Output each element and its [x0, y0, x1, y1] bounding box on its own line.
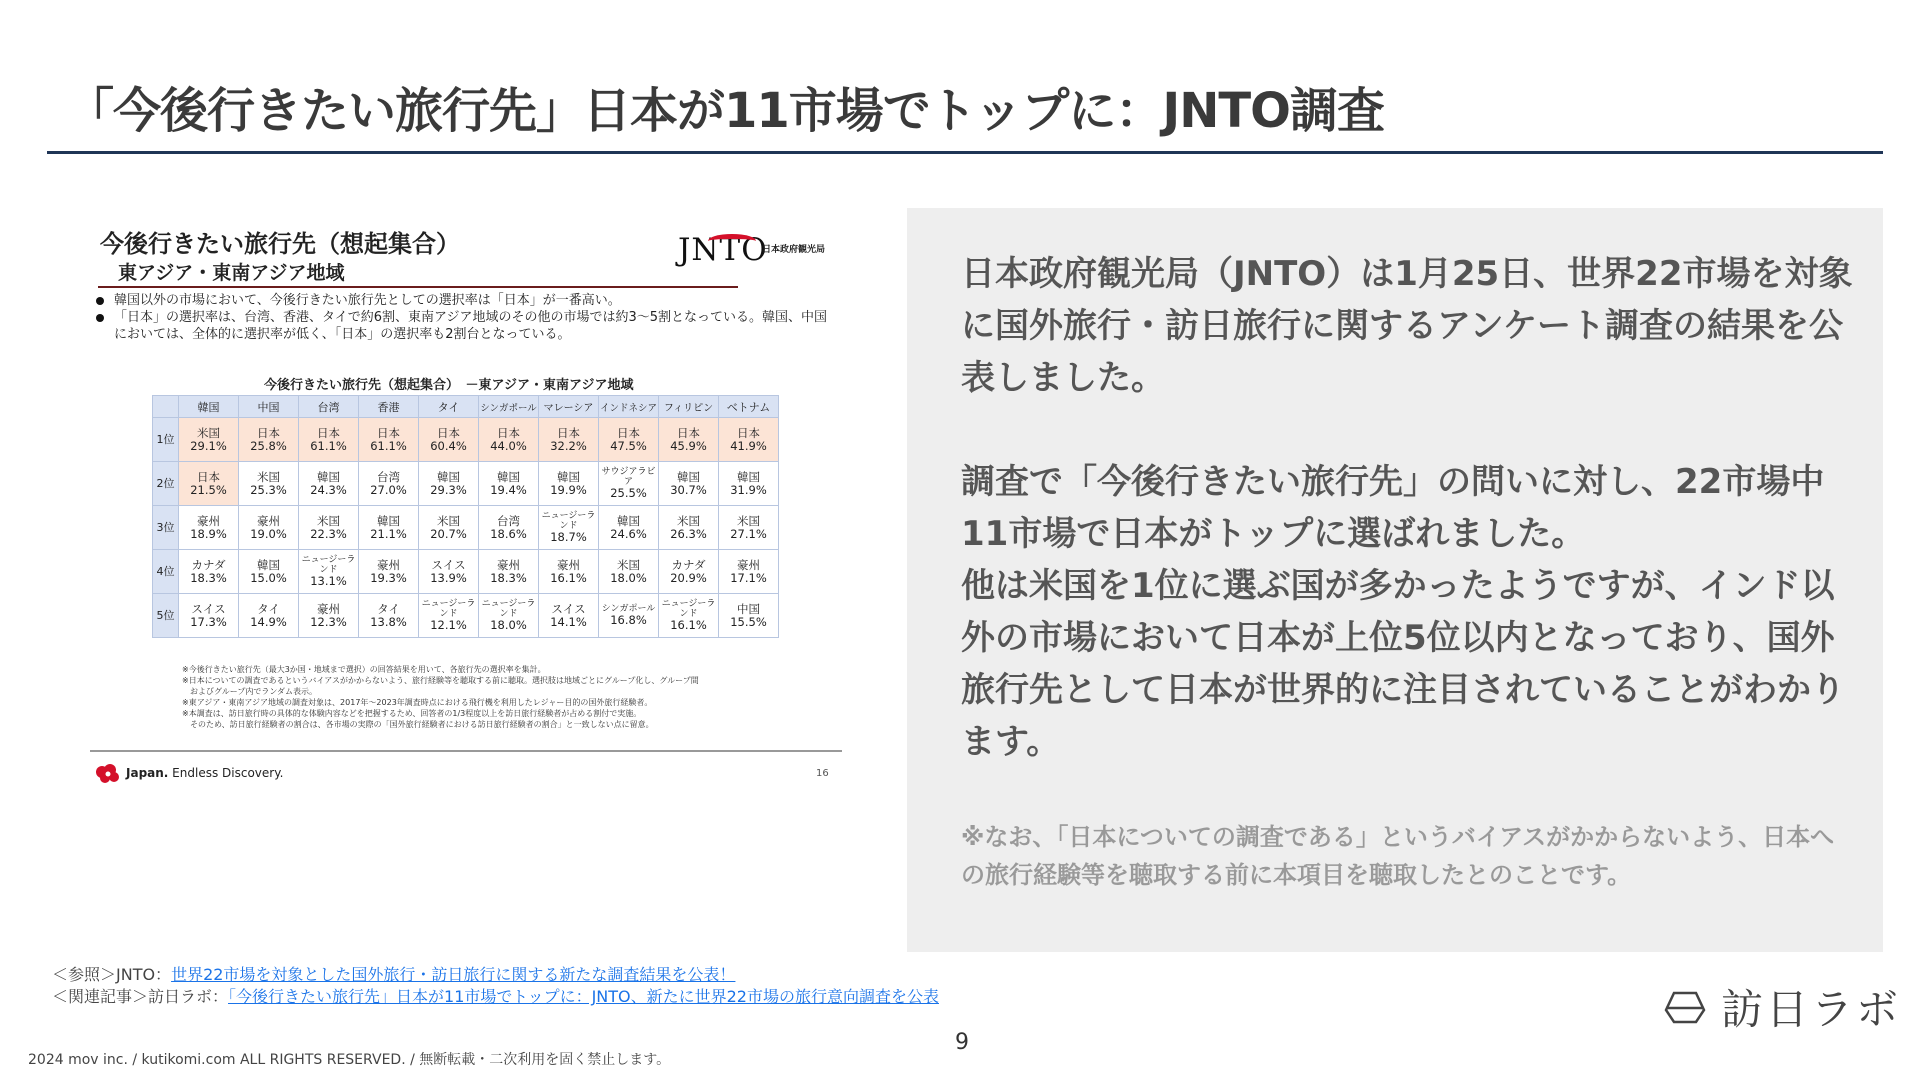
note-line: ※東アジア・東南アジア地域の調査対象は、2017年～2023年調査時点における飛行機を利用したレジャー目的の国外旅行経験者。 [182, 698, 653, 707]
commentary-panel [907, 208, 1883, 952]
table-cell [539, 462, 599, 506]
selection-rate: 16.1% [670, 618, 707, 632]
destination-name: 韓国 [497, 469, 520, 484]
destination-name: ニュージーランド [301, 555, 356, 575]
table-cell [359, 594, 419, 638]
table-cell [299, 506, 359, 550]
destination-name: タイ [377, 601, 400, 616]
table-cell [359, 462, 419, 506]
embed-title: 今後行きたい旅行先（想起集合） [100, 230, 460, 258]
selection-rate: 18.9% [190, 526, 227, 541]
table-cell [719, 594, 779, 638]
table-cell [719, 462, 779, 506]
destination-name: ニュージーランド [421, 599, 476, 619]
table-cell [479, 594, 539, 638]
table-row [153, 418, 779, 462]
destination-name: 米国 [257, 469, 280, 484]
selection-rate: 17.1% [730, 570, 767, 585]
destination-name: タイ [257, 601, 280, 616]
selection-rate: 30.7% [670, 482, 707, 497]
table-cell [359, 506, 419, 550]
destination-name: サウジアラビア [601, 467, 656, 487]
table-cell [719, 506, 779, 550]
destination-name: 豪州 [497, 557, 520, 572]
table-cell [359, 550, 419, 594]
note-line: ※日本についての調査であるというバイアスがかからないよう、旅行経験等を聴取する前に聴取。選択肢は地域ごとにグループ化し、グループ間 [182, 676, 699, 685]
brand-name: 訪日ラボ [1721, 985, 1902, 1034]
selection-rate: 19.9% [550, 482, 587, 497]
table-cell [419, 594, 479, 638]
jnto-logo-text: JNTO [678, 232, 768, 268]
references [52, 964, 939, 1008]
table-cell [359, 418, 419, 462]
selection-rate: 29.3% [430, 482, 467, 497]
table-cell [539, 506, 599, 550]
selection-rate: 15.0% [250, 570, 287, 585]
jnto-logo [678, 232, 768, 278]
destination-name: スイス [191, 601, 226, 616]
selection-rate: 27.1% [730, 526, 767, 541]
table-cell [539, 550, 599, 594]
japan-tagline-rest: Endless Discovery. [168, 766, 284, 780]
selection-rate: 41.9% [730, 438, 767, 453]
embed-page-number: 16 [816, 768, 829, 779]
selection-rate: 14.9% [250, 614, 287, 629]
table-cell [239, 462, 299, 506]
table-cell [599, 594, 659, 638]
table-header-row [153, 396, 779, 418]
destination-name: 日本 [737, 425, 760, 440]
reference-line [52, 986, 939, 1008]
table-cell [599, 506, 659, 550]
jnto-org-name: 日本政府観光局 [762, 245, 826, 255]
destination-name: 日本 [497, 425, 520, 440]
selection-rate: 25.3% [250, 482, 287, 497]
destination-name: 豪州 [737, 557, 760, 572]
selection-rate: 44.0% [490, 438, 527, 453]
table-cell [299, 462, 359, 506]
table-cell [479, 418, 539, 462]
embed-title-rule [98, 286, 738, 288]
reference-prefix: ＜関連記事＞訪日ラボ： [52, 987, 229, 1006]
column-header: インドネシア [599, 396, 659, 418]
selection-rate: 17.3% [190, 614, 227, 629]
table-corner [153, 396, 179, 418]
japan-sakura-logo-icon [94, 763, 122, 785]
japan-tagline [126, 766, 283, 780]
bullet-item: 韓国以外の市場において、今後行きたい旅行先としての選択率は「日本」が一番高い。 [90, 292, 850, 309]
selection-rate: 14.1% [550, 614, 587, 629]
selection-rate: 19.0% [250, 526, 287, 541]
reference-prefix: ＜参照＞JNTO： [52, 965, 172, 984]
selection-rate: 31.9% [730, 482, 767, 497]
table-cell [299, 550, 359, 594]
rank-label: 1位 [153, 418, 179, 462]
table-cell [659, 594, 719, 638]
selection-rate: 18.6% [490, 526, 527, 541]
note-line: ※今後行きたい旅行先（最大3か国・地域まで選択）の回答結果を用いて、各旅行先の選択率を集計。 [182, 665, 546, 674]
destination-name: ニュージーランド [661, 599, 716, 619]
destination-name: 米国 [677, 513, 700, 528]
destination-name: 日本 [377, 425, 400, 440]
column-header: 中国 [239, 396, 299, 418]
selection-rate: 16.1% [550, 570, 587, 585]
table-notes [182, 664, 782, 730]
selection-rate: 19.4% [490, 482, 527, 497]
table-cell [179, 418, 239, 462]
bullet-item: 「日本」の選択率は、台湾、香港、タイで約6割、東南アジア地域のその他の市場では約3～5割となっている。韓国、中国においては、全体的に選択率が低く、「日本」の選択率も2割台となっている。 [90, 309, 835, 343]
column-header: ベトナム [719, 396, 779, 418]
table-cell [239, 506, 299, 550]
slide-title: 「今後行きたい旅行先」日本が11市場でトップに：JNTO調査 [66, 83, 1384, 139]
selection-rate: 45.9% [670, 438, 707, 453]
brand-logo [1663, 984, 1902, 1034]
column-header: タイ [419, 396, 479, 418]
commentary-note: ※なお、「日本についての調査である」というバイアスがかからないよう、日本への旅行経験等を聴取する前に本項目を聴取したとのことです。 [961, 823, 1835, 889]
related-article-link[interactable]: 「今後行きたい旅行先」日本が11市場でトップに：JNTO、新たに世界22市場の旅行意向調査を公表 [228, 987, 939, 1006]
selection-rate: 47.5% [610, 438, 647, 453]
selection-rate: 15.5% [730, 614, 767, 629]
note-line: ※本調査は、訪日旅行時の具体的な体験内容などを把握するため、回答者の1/3程度以上を訪日旅行経験者が占める割付で実施。 [182, 709, 642, 718]
destination-name: 米国 [437, 513, 460, 528]
destination-name: 台湾 [497, 513, 520, 528]
destination-name: 台湾 [377, 469, 400, 484]
selection-rate: 26.3% [670, 526, 707, 541]
title-underline [47, 151, 1883, 154]
destination-name: 中国 [737, 601, 760, 616]
selection-rate: 29.1% [190, 438, 227, 453]
table-cell [539, 418, 599, 462]
table-cell [419, 550, 479, 594]
table-cell [659, 550, 719, 594]
embed-footer-rule [90, 750, 842, 752]
selection-rate: 13.9% [430, 570, 467, 585]
table-row [153, 594, 779, 638]
table-cell [419, 462, 479, 506]
selection-rate: 12.1% [430, 618, 467, 632]
table-cell [659, 506, 719, 550]
commentary-paragraph: 日本政府観光局（JNTO）は1月25日、世界22市場を対象に国外旅行・訪日旅行に関するアンケート調査の結果を公表しました。 [961, 254, 1853, 398]
rank-label: 2位 [153, 462, 179, 506]
jnto-slide-image [90, 218, 850, 798]
selection-rate: 32.2% [550, 438, 587, 453]
destination-name: ニュージーランド [481, 599, 536, 619]
destination-name: 豪州 [377, 557, 400, 572]
houjin-labo-logo-icon [1663, 988, 1707, 1026]
table-cell [239, 550, 299, 594]
table-cell [599, 462, 659, 506]
table-cell [479, 462, 539, 506]
commentary-paragraph: 調査で「今後行きたい旅行先」の問いに対し、22市場中11市場で日本がトップに選ばれました。 [961, 462, 1825, 554]
column-header: 香港 [359, 396, 419, 418]
table-row [153, 462, 779, 506]
selection-rate: 25.8% [250, 438, 287, 453]
commentary-body [961, 248, 1861, 768]
table-cell [719, 418, 779, 462]
destination-name: 米国 [617, 557, 640, 572]
table-row [153, 550, 779, 594]
table-cell [659, 462, 719, 506]
table-cell [539, 594, 599, 638]
selection-rate: 27.0% [370, 482, 407, 497]
ranking-table [152, 395, 779, 638]
selection-rate: 12.3% [310, 614, 347, 629]
selection-rate: 19.3% [370, 570, 407, 585]
table-cell [659, 418, 719, 462]
destination-name: 日本 [617, 425, 640, 440]
selection-rate: 25.5% [610, 486, 647, 500]
destination-name: 日本 [197, 469, 220, 484]
rank-label: 4位 [153, 550, 179, 594]
selection-rate: 21.1% [370, 526, 407, 541]
column-header: マレーシア [539, 396, 599, 418]
selection-rate: 60.4% [430, 438, 467, 453]
rank-label: 3位 [153, 506, 179, 550]
reference-line [52, 964, 939, 986]
rank-label: 5位 [153, 594, 179, 638]
table-cell [599, 418, 659, 462]
destination-name: 韓国 [377, 513, 400, 528]
destination-name: 韓国 [677, 469, 700, 484]
column-header: フィリピン [659, 396, 719, 418]
selection-rate: 18.7% [550, 530, 587, 544]
destination-name: 米国 [197, 425, 220, 440]
destination-name: ニュージーランド [541, 511, 596, 531]
table-cell [299, 594, 359, 638]
table-cell [179, 462, 239, 506]
embed-bullets [90, 292, 850, 343]
commentary-paragraph: 他は米国を1位に選ぶ国が多かったようですが、インド以外の市場において日本が上位5位以内となっており、国外旅行先として日本が世界的に注目されていることがわかります。 [961, 566, 1845, 762]
destination-name: カナダ [671, 557, 706, 572]
table-title: 今後行きたい旅行先（想起集合） －東アジア・東南アジア地域 [264, 378, 634, 393]
selection-rate: 20.9% [670, 570, 707, 585]
destination-name: 豪州 [557, 557, 580, 572]
table-cell [239, 418, 299, 462]
destination-name: 日本 [317, 425, 340, 440]
selection-rate: 61.1% [310, 438, 347, 453]
note-line: およびグループ内でランダム表示。 [182, 687, 318, 696]
destination-name: 米国 [317, 513, 340, 528]
selection-rate: 18.0% [610, 570, 647, 585]
paragraph-gap [961, 404, 1861, 456]
destination-name: 韓国 [617, 513, 640, 528]
destination-name: 韓国 [437, 469, 460, 484]
selection-rate: 22.3% [310, 526, 347, 541]
table-cell [479, 550, 539, 594]
selection-rate: 18.3% [190, 570, 227, 585]
selection-rate: 13.1% [310, 574, 347, 588]
copyright-notice: 2024 mov inc. / kutikomi.com ALL RIGHTS RESERVED. / 無断転載・二次利用を固く禁止します。 [28, 1052, 671, 1068]
destination-name: カナダ [191, 557, 226, 572]
destination-name: 日本 [257, 425, 280, 440]
table-cell [179, 550, 239, 594]
destination-name: 豪州 [257, 513, 280, 528]
page-number: 9 [955, 1030, 969, 1055]
jnto-swoosh-icon [708, 234, 756, 248]
destination-name: 豪州 [317, 601, 340, 616]
selection-rate: 18.0% [490, 618, 527, 632]
destination-name: スイス [431, 557, 466, 572]
destination-name: シンガポール [601, 604, 656, 614]
column-header: 韓国 [179, 396, 239, 418]
selection-rate: 13.8% [370, 614, 407, 629]
table-cell [239, 594, 299, 638]
destination-name: 韓国 [557, 469, 580, 484]
table-cell [479, 506, 539, 550]
selection-rate: 20.7% [430, 526, 467, 541]
japan-tagline-bold: Japan. [126, 766, 169, 780]
destination-name: 韓国 [317, 469, 340, 484]
destination-name: 韓国 [737, 469, 760, 484]
table-cell [179, 506, 239, 550]
column-header: 台湾 [299, 396, 359, 418]
selection-rate: 18.3% [490, 570, 527, 585]
note-line: そのため、訪日旅行経験者の割合は、各市場の実際の「国外旅行経験者における訪日旅行経験者の割合」と一致しない点に留意。 [182, 720, 654, 729]
table-cell [419, 418, 479, 462]
table-cell [179, 594, 239, 638]
embed-subtitle: 東アジア・東南アジア地域 [118, 262, 345, 284]
table-cell [299, 418, 359, 462]
column-header: シンガポール [479, 396, 539, 418]
jnto-reference-link[interactable]: 世界22市場を対象とした国外旅行・訪日旅行に関する新たな調査結果を公表！ [171, 965, 736, 984]
selection-rate: 24.3% [310, 482, 347, 497]
destination-name: 日本 [437, 425, 460, 440]
selection-rate: 21.5% [190, 482, 227, 497]
selection-rate: 61.1% [370, 438, 407, 453]
table-cell [419, 506, 479, 550]
destination-name: 豪州 [197, 513, 220, 528]
table-row [153, 506, 779, 550]
selection-rate: 16.8% [610, 613, 647, 627]
table-cell [719, 550, 779, 594]
destination-name: 日本 [557, 425, 580, 440]
destination-name: スイス [551, 601, 586, 616]
table-cell [599, 550, 659, 594]
destination-name: 米国 [737, 513, 760, 528]
destination-name: 日本 [677, 425, 700, 440]
destination-name: 韓国 [257, 557, 280, 572]
selection-rate: 24.6% [610, 526, 647, 541]
